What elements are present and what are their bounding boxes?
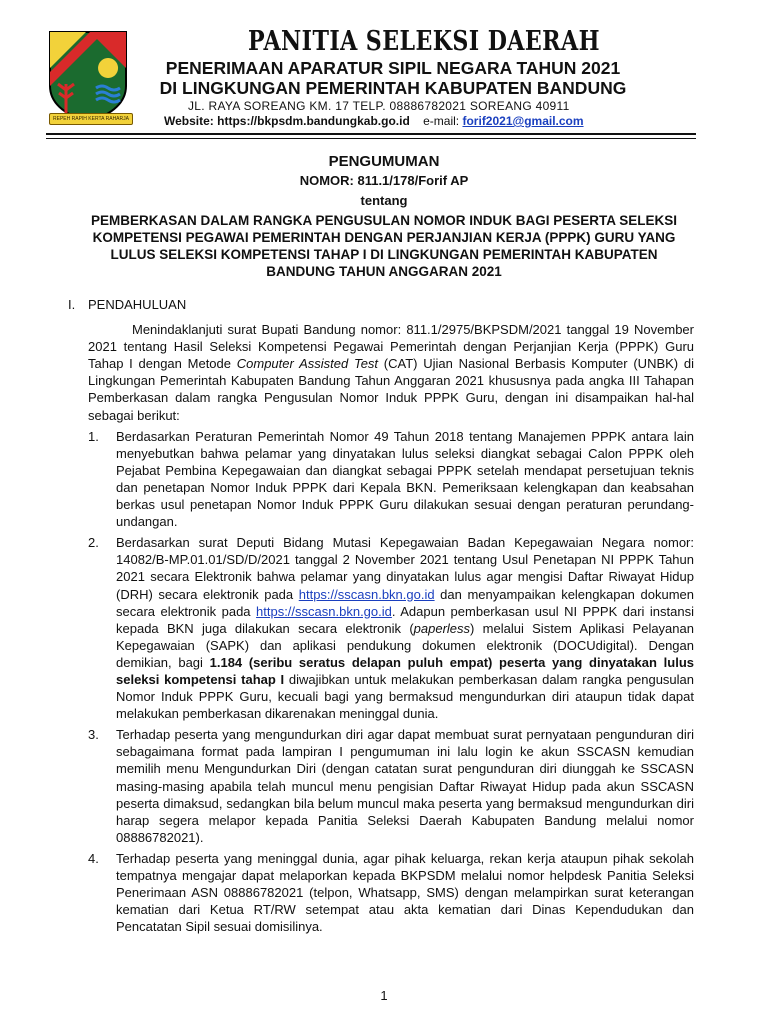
letterhead-contact [164,114,584,128]
intro-text-b: (CAT) Ujian Nasional Berbasis Komputer (UNBK) di Lingkungan Pemerintah Kabupaten Bandung Tahun Anggaran 2021 khususnya pada angka III Tahapan Pemberkasan dalam rangka Pengusulan Nomor Induk PPPK Guru, dengan ini disampaikan hal-hal sebagai berikut: [88,356,694,423]
announcement-heading: PENGUMUMAN [328,153,440,170]
intro-text-a: Menindaklanjuti surat Bupati Bandung nomor: 811.1/2975/BKPSDM/2021 tanggal 19 November 2021 tentang Hasil Seleksi Kompetensi Pegawai Pemerintah dengan Perjanjian Kerja (PPPK) Guru Tahap I dengan Metode [88,322,694,372]
intro-italic: Computer Assisted Test [236,356,379,372]
sscasn-link-1[interactable]: https://sscasn.bkn.go.id [298,586,435,602]
section-heading [68,296,694,313]
list-item-italic: paperless [413,620,471,636]
intro-paragraph [88,321,694,424]
list-item-text: . Adapun pemberkasan usul NI PPPK dari instansi kepada BKN juga dilakukan secara elektronik ( [116,603,694,636]
document-body [68,296,694,935]
announcement-subject: PEMBERKASAN DALAM RANGKA PENGUSULAN NOMOR INDUK BAGI PESERTA SELEKSI KOMPETENSI PEGAWAI PEMERINTAH DENGAN PERJANJIAN KERJA (PPPK) GURU YANG LULUS SELEKSI KOMPETENSI TAHAP I DI LINGKUNGAN PEMERINTAH KABUPATEN BANDUNG TAHUN ANGGARAN 2021 [90,213,678,279]
list-item-3 [88,726,694,846]
list-item-4 [88,850,694,935]
email-label: e-mail: [423,114,460,128]
list-item-2 [88,534,694,722]
list-item-number: 2. [88,535,99,551]
list-item-text: Terhadap peserta yang meninggal dunia, agar pihak keluarga, rekan kerja ataupun pihak sekolah tempatnya mengajar dapat melaporkan kepada BKPSDM melalui nomor helpdesk Panitia Seleksi Penerimaan ASN 08886782021 (telpon, Whatsapp, SMS) dengan melampirkan surat keterangan kematian dari Ketua RT/RW setempat atau akta kematian dari Dinas Kependudukan dan Pencatatan Sipil sesuai domisilinya. [116,850,694,935]
list-item-1 [88,428,694,531]
letterhead-divider [46,133,696,139]
website-text[interactable]: Website: https://bkpsdm.bandungkab.go.id [164,114,410,128]
list-item-text: diwajibkan untuk melakukan pemberkasan dalam rangka pengusulan Nomor Induk PPPK Guru, kecuali bagi yang bermaksud mengundurkan diri ataupun tidak dapat melakukan pemberkasan dikarenakan meninggal dunia. [116,671,694,722]
section-title: PENDAHULUAN [88,297,187,312]
letterhead-line2: DI LINGKUNGAN PEMERINTAH KABUPATEN BANDUNG [159,78,627,98]
emblem-motto-ribbon: REPEH RAPIH KERTA RAHARJA [49,113,133,125]
list-item-bold: 1.184 (seribu seratus delapan puluh empat) peserta yang dinyatakan lulus seleksi kompetensi tahap I [116,654,694,687]
list-item-text: dan menyampaikan kelengkapan dokumen secara elektronik pada [116,586,694,619]
list-item-number: 3. [88,727,99,743]
kabupaten-bandung-emblem [46,28,130,124]
announcement-about: tentang [360,193,408,208]
letterhead-line1: PENERIMAAN APARATUR SIPIL NEGARA TAHUN 2021 [165,58,621,78]
letterhead-title: PANITIA SELEKSI DAERAH [248,26,600,57]
list-item-text: ) melalui Sistem Aplikasi Pelayanan Kepegawaian (SAPK) dan aplikasi pendukung dokumen elektronik (DOCUdigital). Dengan demikian, bagi [116,620,694,670]
list-item-number: 4. [88,850,99,866]
list-item-number: 1. [88,428,99,444]
sscasn-link-2[interactable]: https://sscasn.bkn.go.id [256,603,392,619]
section-number: I. [68,297,76,312]
list-item-text: Terhadap peserta yang mengundurkan diri agar dapat membuat surat pernyataan pengunduran diri sebagaimana format pada lampiran I pengumuman ini lalu login ke akun SSCASN kemudian memilih menu Mengundurkan Diri (dengan catatan surat pengunduran diri diunggah ke SSCASN masing-masing apabila telah muncul menu pengisian Daftar Riwayat Hidup pada akun SSCASN peserta dimaksud, sedangkan bila belum muncul maka peserta yang bermaksud mengundurkan diri harap segera melapor kepada Panitia Seleksi Daerah Kabupaten Bandung melalui nomor 08886782021). [116,727,694,845]
page-number: 1 [380,988,388,1003]
list-item-text: Berdasarkan surat Deputi Bidang Mutasi Kepegawaian Badan Kepegawaian Negara nomor: 14082/B-MP.01.01/SD/D/2021 tanggal 2 November 2021 tentang Usul Penetapan NI PPPK Tahun 2021 secara Elektronik bahwa pelamar yang dinyatakan lulus agar mengisi Daftar Riwayat Hidup (DRH) secara elektronik pada [116,535,694,602]
letterhead-address: JL. RAYA SOREANG KM. 17 TELP. 08886782021 SOREANG 40911 [188,99,570,113]
email-link[interactable]: forif2021@gmail.com [462,114,584,128]
list-item-text: Berdasarkan Peraturan Pemerintah Nomor 49 Tahun 2018 tentang Manajemen PPPK antara lain menyebutkan bahwa pelamar yang dinyatakan lulus seleksi diangkat sebagai Calon PPPK oleh Pejabat Pembina Kepegawaian dan diangkat sebagai PPPK setelah mendapat persetujuan teknis dan penetapan Nomor Induk PPPK dari Kepala BKN. Pemeriksaan kelengkapan dan keabsahan berkas usul penetapan Nomor Induk PPPK Guru dilakukan sesuai dengan peraturan perundang-undangan. [116,428,694,530]
announcement-number: NOMOR: 811.1/178/Forif AP [299,173,469,188]
